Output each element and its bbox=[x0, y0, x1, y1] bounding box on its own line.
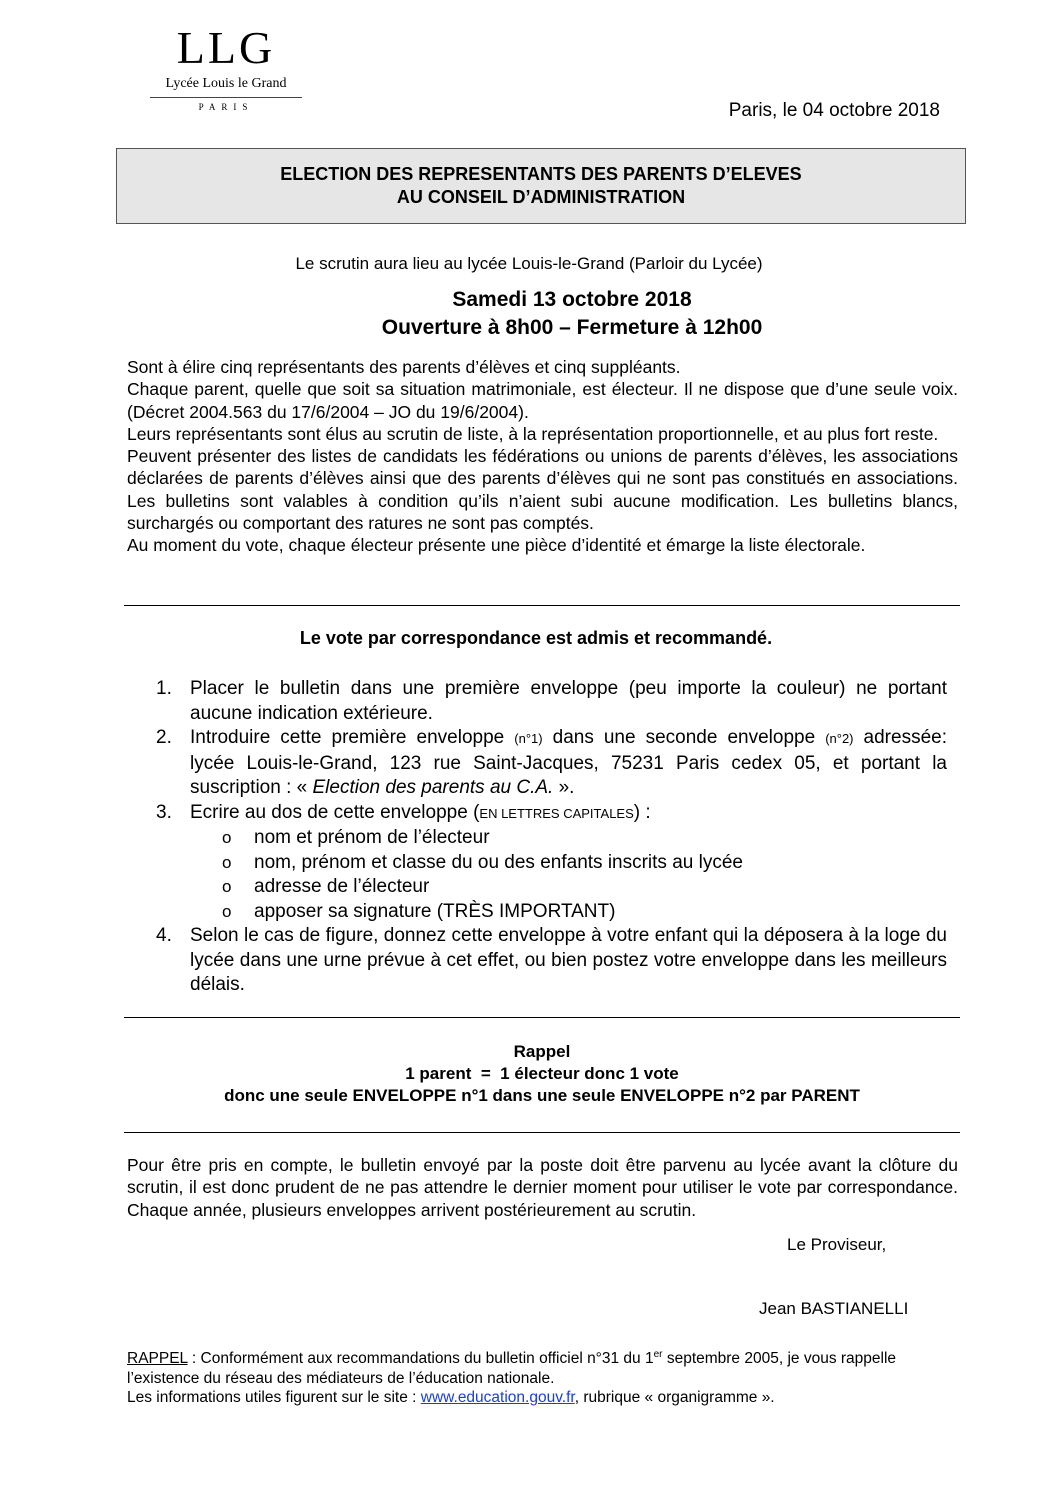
step-number: 2. bbox=[156, 727, 172, 748]
step-text: Ecrire au dos de cette enveloppe ( bbox=[190, 801, 480, 823]
body-paragraph: Chaque parent, quelle que soit sa situation matrimoniale, est électeur. Il ne dispose que d’une seule voix. (Décret 2004.563 du 17/6/2004 – JO du 19/6/2004). bbox=[127, 379, 958, 422]
divider bbox=[124, 1017, 960, 1018]
step-3-subitem bbox=[152, 875, 947, 900]
envelope-2-label: (n°2) bbox=[825, 731, 854, 746]
step-3-subitem bbox=[152, 900, 947, 925]
reminder-line-1: 1 parent = 1 électeur donc 1 vote bbox=[405, 1064, 679, 1083]
reminder-line-2: donc une seule ENVELOPPE n°1 dans une seule ENVELOPPE n°2 par PARENT bbox=[224, 1086, 860, 1105]
body-paragraphs bbox=[127, 356, 958, 557]
body-paragraph: Au moment du vote, chaque électeur présente une pièce d’identité et émarge la liste électorale. bbox=[127, 535, 866, 556]
step-text: ». bbox=[553, 777, 575, 798]
subitem-text: nom et prénom de l’électeur bbox=[254, 827, 490, 848]
school-logo bbox=[146, 22, 306, 113]
reminder-title: Rappel bbox=[513, 1042, 571, 1061]
title-line-1: ELECTION DES REPRESENTANTS DES PARENTS D’ELEVES bbox=[280, 164, 802, 184]
bullet-icon: o bbox=[222, 901, 232, 921]
footnote-text: , rubrique « organigramme ». bbox=[574, 1389, 775, 1407]
title-line-2: AU CONSEIL D’ADMINISTRATION bbox=[396, 187, 686, 207]
step-text: dans une seconde enveloppe bbox=[542, 727, 826, 748]
letter-date: Paris, le 04 octobre 2018 bbox=[728, 100, 940, 121]
step-text: Placer le bulletin dans une première enveloppe (peu importe la couleur) ne portant aucune indication extérieure. bbox=[190, 678, 947, 724]
signoff: Le Proviseur, bbox=[787, 1235, 887, 1254]
postal-vote-heading: Le vote par correspondance est admis et recommandé. bbox=[299, 628, 773, 648]
footnote-sup: er bbox=[653, 1349, 663, 1360]
signer-name: Jean BASTIANELLI bbox=[759, 1299, 909, 1318]
intro-text: Le scrutin aura lieu au lycée Louis-le-Grand (Parloir du Lycée) bbox=[295, 254, 763, 273]
step-3 bbox=[152, 801, 947, 827]
body-paragraph: Peuvent présenter des listes de candidats les fédérations ou unions de parents d’élèves, les associations déclarées de parents d’élèves ainsi que des parents d’élèves qui ne sont pas constitués en associations. Les bulletins sont valables à condition qu’ils n’aient subi aucune modification. Les bulletins blancs, surchargés ou comportant des ratures ne sont pas comptés. bbox=[127, 446, 958, 534]
step-number: 1. bbox=[156, 678, 172, 699]
step-text: adressée: lycée Louis-le-Grand, 123 rue Saint-Jacques, 75231 Paris cedex 05, et portant la suscription : « bbox=[190, 727, 947, 798]
step-3-subitem bbox=[152, 851, 947, 876]
step-text: Selon le cas de figure, donnez cette enveloppe à votre enfant qui la déposera à la loge du lycée dans une urne prévue à cet effet, ou bien postez votre enveloppe dans les meilleurs délais. bbox=[190, 925, 947, 995]
envelope-1-label: (n°1) bbox=[514, 731, 543, 746]
footnote-paragraph bbox=[127, 1388, 957, 1408]
subitem-text: nom, prénom et classe du ou des enfants inscrits au lycée bbox=[254, 851, 743, 873]
footnote-label: RAPPEL bbox=[127, 1350, 188, 1368]
election-date: Samedi 13 octobre 2018 bbox=[452, 288, 692, 311]
footnote-text: : Conformément aux recommandations du bulletin officiel n°31 du 1 bbox=[187, 1350, 654, 1368]
step-3-subitem bbox=[152, 826, 947, 851]
education-site-link[interactable]: www.education.gouv.fr bbox=[420, 1389, 575, 1407]
logo-divider bbox=[150, 97, 302, 98]
step-number: 4. bbox=[156, 925, 172, 946]
footnote-paragraph bbox=[127, 1345, 957, 1388]
body-paragraph: Sont à élire cinq représentants des parents d’élèves et cinq suppléants. bbox=[127, 357, 681, 377]
step-text: ) : bbox=[633, 801, 651, 823]
footnote-text: septembre 2005, je vous rappelle l’existence du réseau des médiateurs de l’éducation nationale. bbox=[127, 1350, 897, 1387]
step-4 bbox=[152, 924, 947, 998]
logo-school-name: Lycée Louis le Grand bbox=[165, 76, 287, 91]
closing-text: Pour être pris en compte, le bulletin envoyé par la poste doit être parvenu au lycée avant la clôture du scrutin, il est donc prudent de ne pas attendre le dernier moment pour utiliser le vote par correspondance. Chaque année, plusieurs enveloppes arrivent postérieurement au scrutin. bbox=[127, 1155, 958, 1220]
bullet-icon: o bbox=[222, 877, 232, 896]
step-1 bbox=[152, 677, 947, 726]
election-hours: Ouverture à 8h00 – Fermeture à 12h00 bbox=[381, 316, 763, 339]
closing-paragraph bbox=[127, 1154, 958, 1221]
body-paragraph: Leurs représentants sont élus au scrutin de liste, à la représentation proportionnelle, et au plus fort reste. bbox=[127, 423, 939, 444]
subitem-text: adresse de l’électeur bbox=[254, 876, 430, 897]
subitem-text: apposer sa signature (TRÈS IMPORTANT) bbox=[254, 900, 616, 922]
divider bbox=[124, 1132, 960, 1133]
logo-mark: LLG bbox=[176, 22, 276, 73]
step-2 bbox=[152, 726, 947, 801]
footnote bbox=[127, 1345, 957, 1408]
step-number: 3. bbox=[156, 801, 172, 823]
postal-vote-steps bbox=[152, 677, 947, 998]
envelope-inscription: Election des parents au C.A. bbox=[312, 777, 554, 798]
election-headline bbox=[0, 286, 1058, 342]
reminder-block bbox=[0, 1041, 1058, 1107]
capitals-note: EN LETTRES CAPITALES bbox=[479, 805, 634, 821]
divider bbox=[124, 605, 960, 606]
step-text: Introduire cette première enveloppe bbox=[190, 727, 515, 748]
footnote-text: Les informations utiles figurent sur le site : bbox=[127, 1389, 421, 1407]
bullet-icon: o bbox=[222, 828, 232, 847]
logo-city: PARIS bbox=[198, 102, 254, 112]
bullet-icon: o bbox=[222, 852, 232, 872]
title-box bbox=[116, 148, 966, 224]
